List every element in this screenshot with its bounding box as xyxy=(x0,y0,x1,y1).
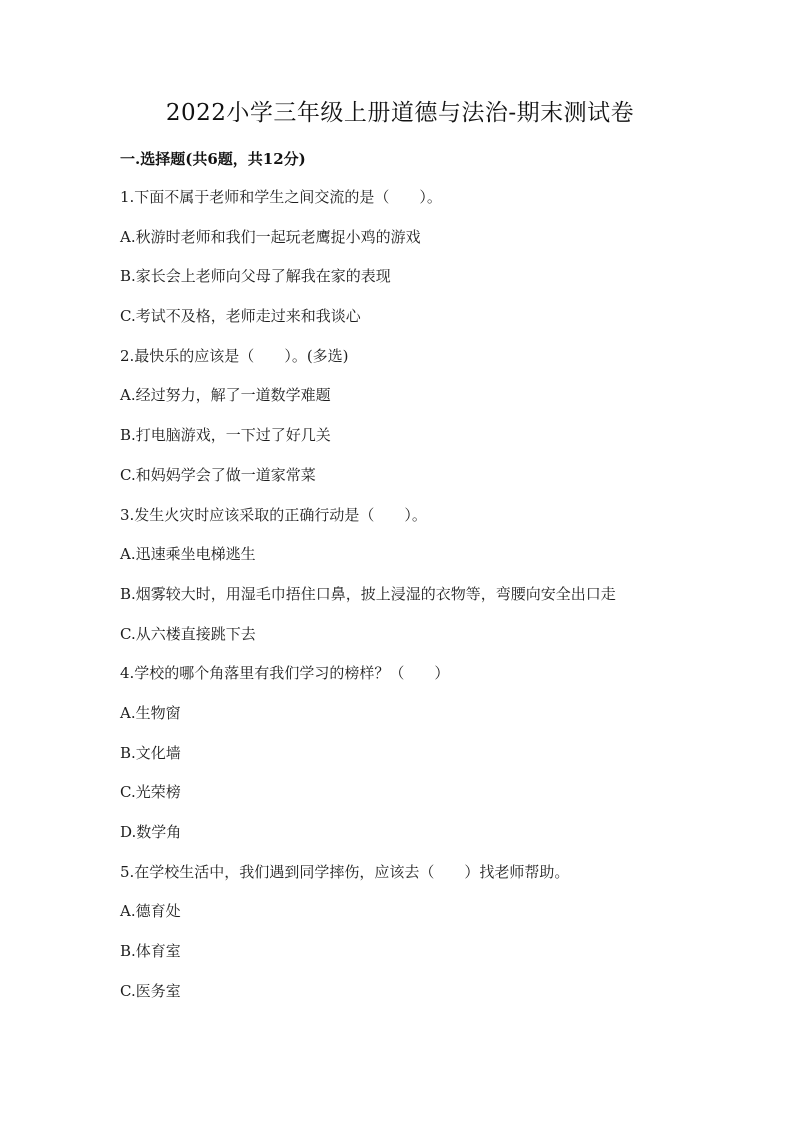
question-5-option-b: B.体育室 xyxy=(120,942,181,961)
section-heading: 一.选择题(共6题，共12分) xyxy=(120,150,306,168)
question-3-option-c: C.从六楼直接跳下去 xyxy=(120,624,256,643)
question-3-option-a: A.迅速乘坐电梯逃生 xyxy=(120,545,256,564)
question-1-option-b: B.家长会上老师向父母了解我在家的表现 xyxy=(120,267,391,286)
question-4-option-c: C.光荣榜 xyxy=(120,783,181,802)
question-3: 3.发生火灾时应该采取的正确行动是（ ）。 xyxy=(120,505,427,524)
question-5-option-a: A.德育处 xyxy=(120,902,181,921)
question-1: 1.下面不属于老师和学生之间交流的是（ ）。 xyxy=(120,188,442,206)
question-4-option-b: B.文化墙 xyxy=(120,743,181,762)
question-2-option-c: C.和妈妈学会了做一道家常菜 xyxy=(120,465,316,484)
question-1-option-a: A.秋游时老师和我们一起玩老鹰捉小鸡的游戏 xyxy=(120,227,421,246)
question-2-option-a: A.经过努力，解了一道数学难题 xyxy=(120,386,331,405)
question-2-option-b: B.打电脑游戏，一下过了好几关 xyxy=(120,426,331,445)
question-1-option-c: C.考试不及格，老师走过来和我谈心 xyxy=(120,307,361,326)
question-2: 2.最快乐的应该是（ ）。(多选) xyxy=(120,346,349,365)
question-5-option-c: C.医务室 xyxy=(120,981,181,1000)
question-list xyxy=(120,186,720,1019)
question-4-option-d: D.数学角 xyxy=(120,823,182,841)
question-4-option-a: A.生物窗 xyxy=(120,703,181,722)
question-5: 5.在学校生活中，我们遇到同学摔伤，应该去（ ）找老师帮助。 xyxy=(120,862,570,881)
question-3-option-b: B.烟雾较大时，用湿毛巾捂住口鼻，披上浸湿的衣物等，弯腰向安全出口走 xyxy=(120,584,616,603)
question-4: 4.学校的哪个角落里有我们学习的榜样？（ ） xyxy=(120,664,450,683)
page-title: 2022小学三年级上册道德与法治-期末测试卷 xyxy=(165,100,635,126)
